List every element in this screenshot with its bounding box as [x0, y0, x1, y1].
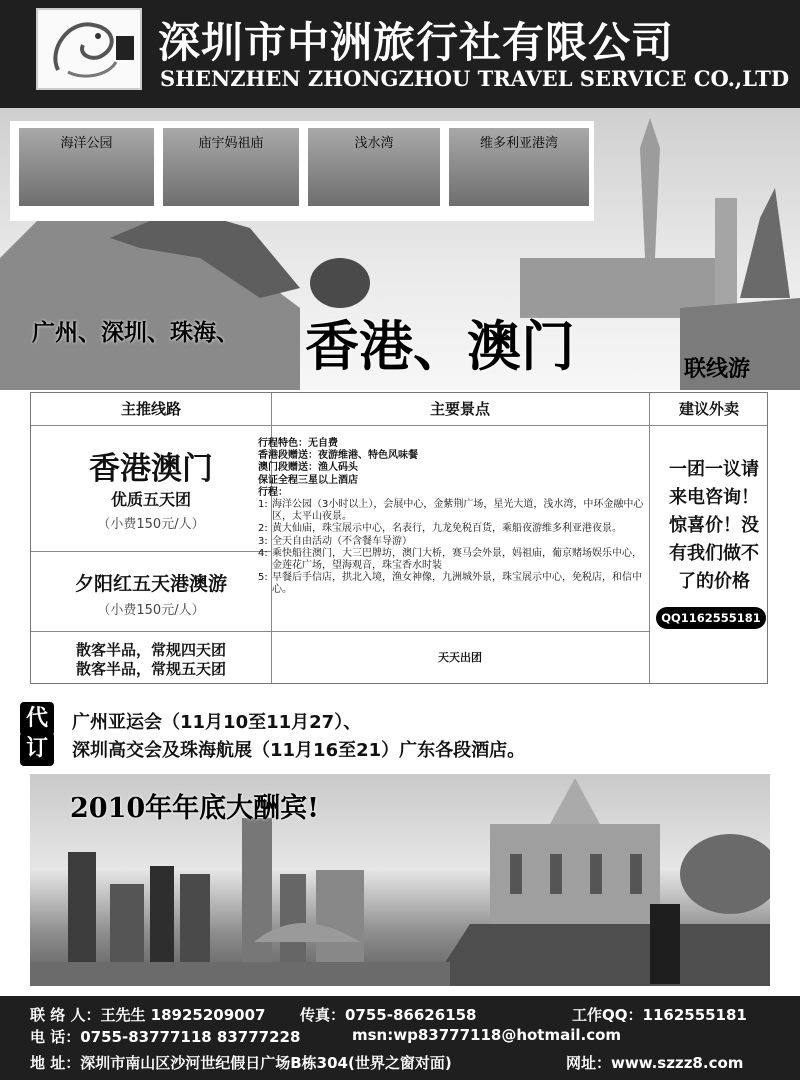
- route3-line2: 散客半品，常规五天团: [75, 660, 226, 678]
- stamp-ding: 订: [20, 732, 54, 766]
- thumb-mazu-temple: 庙宇妈祖庙: [160, 125, 302, 209]
- header-spots: 主要景点: [429, 400, 490, 418]
- msn-address[interactable]: msn:wp83777118@hotmail.com: [352, 1026, 622, 1044]
- spots-detail: [258, 438, 648, 597]
- route1-sub: 优质五天团: [110, 490, 191, 509]
- spots-feature: 行程特色：无自费: [258, 438, 338, 449]
- thumb-repulse-bay: 浅水湾: [305, 125, 443, 209]
- route1-fee: （小费150元/人）: [97, 517, 205, 532]
- booking-line2: 深圳高交会及珠海航展（11月16至21）广东各段酒店。: [72, 740, 526, 761]
- thumb-victoria-harbour: 维多利亚港湾: [446, 125, 592, 209]
- itinerary-item: 2: 黄大仙庙，珠宝展示中心，名表行，九龙免税百货，乘船夜游维多利亚港夜景。: [258, 523, 622, 535]
- banner: [0, 108, 800, 390]
- banner-cities: 广州、深圳、珠海、: [32, 320, 239, 346]
- postal-address: 地 址：深圳市南山区沙河世纪假日广场B栋304(世界之窗对面): [30, 1054, 452, 1072]
- dragon-logo-icon: [38, 10, 140, 88]
- itinerary-item: 5: 早餐后手信店，拱北入境，渔女神像，九洲城外景，珠宝展示中心，免税店，和信中心。: [258, 572, 642, 596]
- phone-numbers: 电 话：0755-83777118 83777228: [30, 1028, 301, 1046]
- header-suggest: 建议外卖: [678, 400, 739, 418]
- header-route: 主推线路: [120, 400, 181, 418]
- route2-name: 夕阳红五天港澳游: [74, 573, 227, 595]
- company-logo: [36, 8, 142, 90]
- booking-line1: 广州亚运会（11月10至11月27）、: [72, 712, 362, 733]
- spots-itinerary-label: 行程：: [258, 486, 288, 498]
- spots-hotel: 保证全程三星以上酒店: [258, 474, 358, 486]
- contact-person: 联 络 人：王先生 18925209007: [30, 1006, 266, 1024]
- website-link[interactable]: 网址：www.szzz8.com: [566, 1054, 744, 1072]
- thumb-ocean-park: 海洋公园: [16, 125, 157, 209]
- banner-headline: 香港、澳门: [305, 315, 575, 378]
- route2-fee: （小费150元/人）: [97, 603, 205, 618]
- header-bar: [0, 0, 800, 108]
- spots-mo-gift: 澳门段赠送：渔人码头: [258, 462, 358, 474]
- route3-line1: 散客半品，常规四天团: [75, 641, 226, 659]
- banner-tour-label: 联线游: [684, 357, 751, 382]
- company-name-en: SHENZHEN ZHONGZHOU TRAVEL SERVICE CO.,LTD: [160, 66, 790, 91]
- booking-notice: [0, 698, 800, 768]
- qq-badge: QQ1162555181: [656, 607, 766, 629]
- itinerary-item: 4: 乘快船往澳门，大三巴牌坊，澳门大桥，赛马会外景，妈祖庙，葡京赌场娱乐中心，金莲花广场，望海观音，珠宝香水时装: [258, 547, 642, 572]
- fax-number: 传真：0755-86626158: [300, 1006, 477, 1024]
- promo-title: 2010年年底大酬宾!: [70, 793, 319, 824]
- itinerary-item: 3: 全天自由活动（不含餐车导游）: [258, 535, 412, 547]
- stamp-dai: 代: [20, 702, 54, 736]
- price-slogan: 一团一议请来电咨询！惊喜价！没有我们做不了的价格: [669, 459, 759, 592]
- itinerary-item: 1: 海洋公园（3小时以上），会展中心，金紫荆广场，星光大道，浅水湾，中环金融中心区，太平山夜景。: [258, 499, 644, 523]
- company-name-cn: 深圳市中洲旅行社有限公司: [158, 18, 675, 67]
- spots-hk-gift: 香港段赠送：夜游维港、特色风味餐: [258, 450, 418, 462]
- route1-name: 香港澳门: [89, 451, 213, 487]
- footer-contact: [0, 996, 800, 1080]
- daily-departure: 天天出团: [438, 651, 482, 664]
- work-qq: 工作QQ：1162555181: [572, 1006, 747, 1024]
